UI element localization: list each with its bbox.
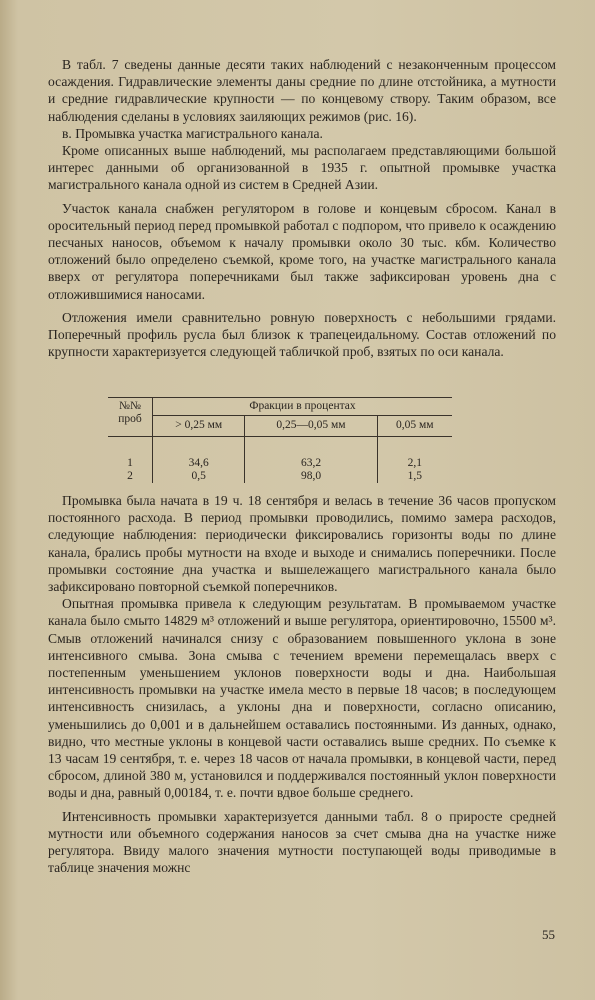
fractions-table: [108, 397, 452, 483]
table-rowhead: №№ проб: [108, 398, 153, 437]
table-cell: 1: [108, 437, 153, 471]
paragraph: В табл. 7 сведены данные десяти таких наблюдений с незаконченным процессом осаждения. Гидравлические элементы даны средние по длине отстойника, а мутности и средние гидравлические крупности — по концевому створу. Таким образом, все наблюдения сделаны в условиях заиляющих режимов (рис. 16).: [48, 57, 556, 124]
table-cell: 2,1: [407, 457, 422, 469]
table-cell: 34,6: [153, 437, 245, 471]
table-cell: 0,5: [153, 470, 245, 483]
table-cell: 63,2: [245, 437, 377, 471]
table-cell: 1,5: [407, 470, 422, 482]
section-heading: в. Промывка участка магистрального канала.: [62, 125, 323, 141]
paragraph: Участок канала снабжен регулятором в голове и концевым сбросом. Канал в оросительный период перед промывкой работал с подпором, что привело к осаждению песчаных наносов, объемом к началу промывки около 30 тыс. кбм. Количество отложений было определено съемкой, кроме того, на участке магистрального канала вверх от регулятора поперечниками был также зафиксирован уровень дна с отложившимися наносами.: [48, 200, 556, 302]
table-col-header: 0,25—0,05 мм: [245, 416, 377, 437]
table-row: [108, 470, 452, 483]
paragraph: Интенсивность промывки характеризуется данными табл. 8 о приросте средней мутности или объемного содержания наносов за счет смыва дна на участке ниже регулятора. Ввиду малого значения мутности поступающей воды приводимые в таблице значения можнс: [48, 808, 556, 876]
page-number: 55: [542, 927, 555, 942]
table-group-header: Фракции в процентах: [153, 398, 453, 416]
table-col-header: 0,05 мм: [377, 416, 452, 437]
paragraph: Кроме описанных выше наблюдений, мы располагаем представляющими большой интерес данными об организованной в 1935 г. опытной промывке участка магистрального канала одной из систем в Средней Азии.: [48, 143, 556, 193]
table-cell: 98,0: [245, 470, 377, 483]
paragraph: Промывка была начата в 19 ч. 18 сентября и велась в течение 36 часов пропуском постоянного расхода. В период промывки проводились, помимо замера расходов, следующие наблюдения: периодически фиксировались горизонты воды по длине канала, брались пробы мутности на входе и выходе и снимались поперечники. После промывки состояние дна участка и вышележащего магистрального канала было зафиксировано повторной съемкой поперечников.: [48, 493, 556, 595]
table-cell: 2: [108, 470, 153, 483]
text-top: [48, 56, 556, 360]
paragraph: Отложения имели сравнительно ровную поверхность с небольшими грядами. Поперечный профиль русла был близок к трапецеидальному. Состав отложений по крупности характеризуется следующей табличкой проб, взятых по оси канала.: [48, 309, 556, 360]
table-row: [108, 437, 452, 471]
text-bottom: [48, 492, 556, 876]
paragraph: Опытная промывка привела к следующим результатам. В промываемом участке канала было смыто 14829 м³ отложений и выше регулятора, ориентировочно, 15500 м³. Смыв отложений начинался снизу с образованием повышенного уклона в зоне интенсивного смыва. Зона смыва с течением времени перемещалась вверх с постепенным уменьшением уклонов поверхности воды и дна. Наибольшая интенсивность промывки на участке имела место в первые 18 часов; в последующем интенсивность снизилась, а уклоны дна и поверхности, согласно описанию, уменьшились до 0,001 и в дальнейшем оставались постоянными. Из данных, однако, видно, что местные уклоны в концевой части оставались выше средних. По съемке к 13 часам 19 сентября, т. е. через 18 часов от начала промывки, в концевой части, перед сбросом, длиной 380 м, установился и поддерживался постоянный уклон поверхности воды и дна, равный 0,00184, т. е. почти вдвое больше среднего.: [48, 596, 556, 801]
table-col-header: > 0,25 мм: [153, 416, 245, 437]
